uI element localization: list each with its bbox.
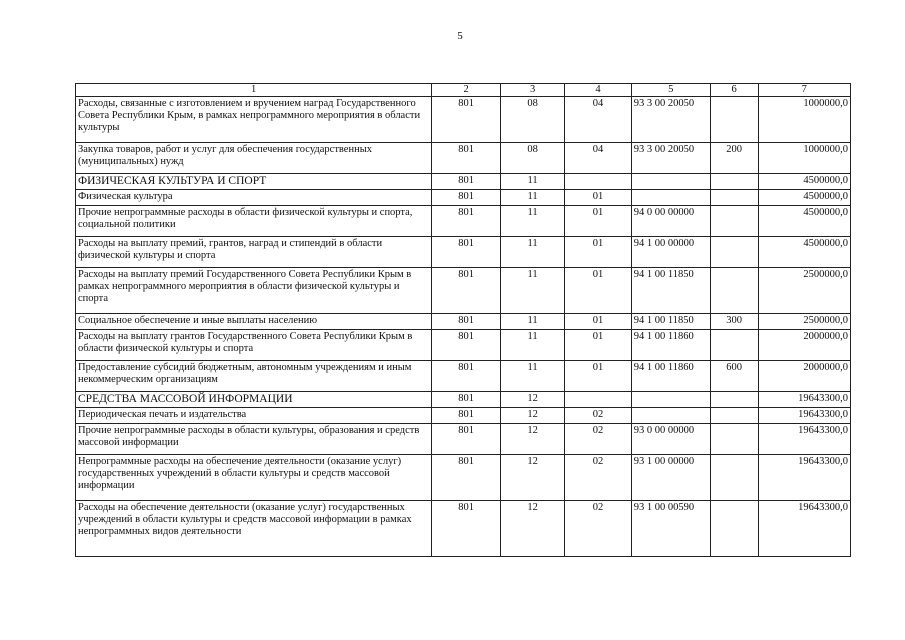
row-section-code: 08 <box>500 143 564 174</box>
row-name: Расходы на выплату премий, грантов, наград и стипендий в области физической культуры и спорта <box>76 237 432 268</box>
row-target-code: 93 3 00 20050 <box>631 97 710 143</box>
row-ved-code: 801 <box>432 206 501 237</box>
row-subsection-code <box>565 174 631 190</box>
row-target-code: 94 1 00 11850 <box>631 314 710 330</box>
row-expense-type: 600 <box>710 361 758 392</box>
row-target-code: 93 1 00 00590 <box>631 501 710 557</box>
row-section-code: 11 <box>500 314 564 330</box>
row-ved-code: 801 <box>432 361 501 392</box>
col-header: 2 <box>432 84 501 97</box>
row-expense-type <box>710 190 758 206</box>
row-expense-type <box>710 97 758 143</box>
row-section-code: 11 <box>500 190 564 206</box>
row-expense-type <box>710 206 758 237</box>
row-name: Расходы на выплату премий Государственного Совета Республики Крым в рамках непрограммного мероприятия в области физической культуры и спорта <box>76 268 432 314</box>
row-ved-code: 801 <box>432 501 501 557</box>
row-section-code: 12 <box>500 424 564 455</box>
row-subsection-code: 04 <box>565 97 631 143</box>
table-row <box>76 455 851 501</box>
row-ved-code: 801 <box>432 237 501 268</box>
row-ved-code: 801 <box>432 190 501 206</box>
header-row <box>76 84 851 97</box>
row-target-code: 93 0 00 00000 <box>631 424 710 455</box>
row-ved-code: 801 <box>432 268 501 314</box>
row-amount: 2000000,0 <box>758 330 850 361</box>
row-expense-type <box>710 174 758 190</box>
row-section-code: 11 <box>500 268 564 314</box>
row-name: Расходы на выплату грантов Государственного Совета Республики Крым в области физической культуры и спорта <box>76 330 432 361</box>
row-expense-type <box>710 330 758 361</box>
col-header: 6 <box>710 84 758 97</box>
row-amount: 19643300,0 <box>758 408 850 424</box>
table-row <box>76 424 851 455</box>
row-name: ФИЗИЧЕСКАЯ КУЛЬТУРА И СПОРТ <box>76 174 432 190</box>
page-number: 5 <box>457 30 463 42</box>
table-row <box>76 330 851 361</box>
table-row <box>76 392 851 408</box>
row-subsection-code: 01 <box>565 330 631 361</box>
row-ved-code: 801 <box>432 408 501 424</box>
row-amount: 4500000,0 <box>758 237 850 268</box>
col-header: 5 <box>631 84 710 97</box>
table-row <box>76 190 851 206</box>
row-target-code <box>631 190 710 206</box>
row-ved-code: 801 <box>432 143 501 174</box>
row-amount: 1000000,0 <box>758 143 850 174</box>
row-expense-type <box>710 392 758 408</box>
table-row <box>76 268 851 314</box>
table-row <box>76 237 851 268</box>
row-subsection-code: 01 <box>565 237 631 268</box>
row-expense-type <box>710 501 758 557</box>
row-expense-type <box>710 455 758 501</box>
row-name: Непрограммные расходы на обеспечение деятельности (оказание услуг) государственных учреждений в области культуры и средств массовой информации <box>76 455 432 501</box>
col-header: 3 <box>500 84 564 97</box>
row-expense-type: 300 <box>710 314 758 330</box>
row-subsection-code: 01 <box>565 314 631 330</box>
row-amount: 4500000,0 <box>758 190 850 206</box>
row-target-code <box>631 408 710 424</box>
row-name: Социальное обеспечение и иные выплаты населению <box>76 314 432 330</box>
row-name: Периодическая печать и издательства <box>76 408 432 424</box>
row-amount: 19643300,0 <box>758 501 850 557</box>
table-row <box>76 501 851 557</box>
row-subsection-code: 02 <box>565 501 631 557</box>
budget-table <box>75 83 851 557</box>
row-section-code: 11 <box>500 174 564 190</box>
row-amount: 4500000,0 <box>758 174 850 190</box>
row-target-code <box>631 174 710 190</box>
row-target-code: 94 0 00 00000 <box>631 206 710 237</box>
row-section-code: 11 <box>500 237 564 268</box>
row-section-code: 12 <box>500 455 564 501</box>
row-ved-code: 801 <box>432 314 501 330</box>
row-subsection-code: 04 <box>565 143 631 174</box>
row-section-code: 11 <box>500 206 564 237</box>
table-row <box>76 174 851 190</box>
row-name: Физическая культура <box>76 190 432 206</box>
row-expense-type <box>710 268 758 314</box>
col-header: 1 <box>76 84 432 97</box>
row-subsection-code: 02 <box>565 424 631 455</box>
row-target-code <box>631 392 710 408</box>
row-subsection-code: 02 <box>565 455 631 501</box>
row-target-code: 93 1 00 00000 <box>631 455 710 501</box>
row-expense-type: 200 <box>710 143 758 174</box>
row-subsection-code: 01 <box>565 190 631 206</box>
table-row <box>76 206 851 237</box>
table-row <box>76 143 851 174</box>
row-name: Расходы на обеспечение деятельности (оказание услуг) государственных учреждений в области культуры и средств массовой информации в рамках непрограммных видов деятельности <box>76 501 432 557</box>
table-row <box>76 361 851 392</box>
row-target-code: 93 3 00 20050 <box>631 143 710 174</box>
row-ved-code: 801 <box>432 97 501 143</box>
row-name: Расходы, связанные с изготовлением и вручением наград Государственного Совета Республики Крым, в рамках непрограммного мероприятия в области культуры <box>76 97 432 143</box>
row-ved-code: 801 <box>432 455 501 501</box>
row-subsection-code: 01 <box>565 361 631 392</box>
row-section-code: 12 <box>500 501 564 557</box>
row-name: СРЕДСТВА МАССОВОЙ ИНФОРМАЦИИ <box>76 392 432 408</box>
row-name: Прочие непрограммные расходы в области физической культуры и спорта, социальной политики <box>76 206 432 237</box>
row-name: Предоставление субсидий бюджетным, автономным учреждениям и иным некоммерческим организациям <box>76 361 432 392</box>
row-amount: 19643300,0 <box>758 455 850 501</box>
row-amount: 2000000,0 <box>758 361 850 392</box>
row-ved-code: 801 <box>432 330 501 361</box>
row-target-code: 94 1 00 11860 <box>631 361 710 392</box>
col-header: 7 <box>758 84 850 97</box>
row-expense-type <box>710 408 758 424</box>
table-row <box>76 97 851 143</box>
row-ved-code: 801 <box>432 174 501 190</box>
row-amount: 1000000,0 <box>758 97 850 143</box>
row-expense-type <box>710 424 758 455</box>
row-section-code: 11 <box>500 361 564 392</box>
row-target-code: 94 1 00 11860 <box>631 330 710 361</box>
table-row <box>76 408 851 424</box>
row-amount: 4500000,0 <box>758 206 850 237</box>
row-subsection-code <box>565 392 631 408</box>
row-subsection-code: 01 <box>565 268 631 314</box>
row-ved-code: 801 <box>432 424 501 455</box>
row-name: Закупка товаров, работ и услуг для обеспечения государственных (муниципальных) нужд <box>76 143 432 174</box>
row-amount: 2500000,0 <box>758 314 850 330</box>
row-section-code: 12 <box>500 392 564 408</box>
row-target-code: 94 1 00 11850 <box>631 268 710 314</box>
row-expense-type <box>710 237 758 268</box>
row-amount: 2500000,0 <box>758 268 850 314</box>
row-ved-code: 801 <box>432 392 501 408</box>
row-subsection-code: 02 <box>565 408 631 424</box>
col-header: 4 <box>565 84 631 97</box>
row-section-code: 11 <box>500 330 564 361</box>
row-section-code: 08 <box>500 97 564 143</box>
row-name: Прочие непрограммные расходы в области культуры, образования и средств массовой информации <box>76 424 432 455</box>
row-section-code: 12 <box>500 408 564 424</box>
row-amount: 19643300,0 <box>758 424 850 455</box>
table-row <box>76 314 851 330</box>
row-target-code: 94 1 00 00000 <box>631 237 710 268</box>
row-amount: 19643300,0 <box>758 392 850 408</box>
row-subsection-code: 01 <box>565 206 631 237</box>
